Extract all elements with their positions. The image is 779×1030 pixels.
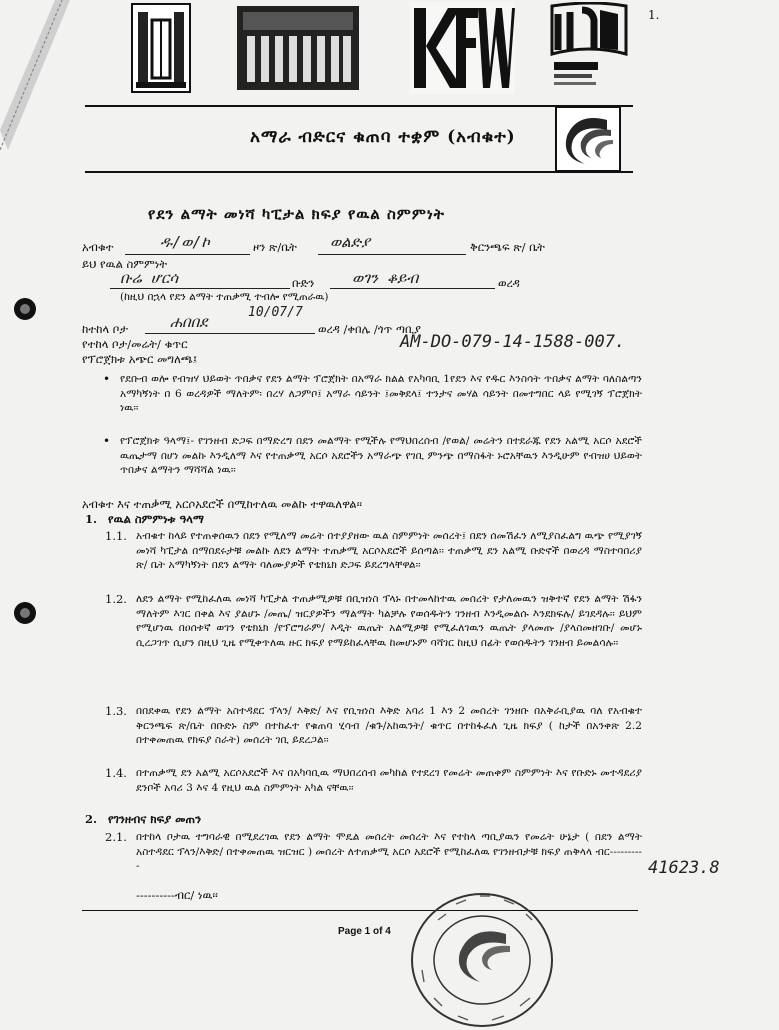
- branch-value: ዱ/ወ/ኮ: [160, 233, 210, 251]
- group-value: ቡሬ ሆርሳ: [120, 269, 179, 287]
- page-number: Page 1 of 4: [338, 926, 391, 937]
- clause-number: 1.4.: [105, 766, 127, 780]
- acsi-swirl-logo: [555, 106, 621, 172]
- underline: [145, 333, 315, 334]
- scan-edge-artifact: [0, 0, 70, 150]
- planting-site-value: ሐበበደ: [170, 313, 208, 331]
- organization-name: አማራ ብድርና ቁጠባ ተቋም (አብቁተ): [250, 127, 516, 147]
- corner-mark: 1.: [648, 8, 660, 22]
- clause-text-1-4: በተጠቃሚ ደን አልሚ አርሶአደሮች እና በአካባቢዉ ማህበረሰብ መካከል የተደረገ የመሬት መጠቀም ስምምነት እና የቡድኑ መተዳደሪያ ደንቦች አባሪ 3 እና 4 የዚህ ዉል ስምምነት አካል ናቸዉ፡፡: [136, 767, 642, 794]
- german-cooperation-logo: [548, 2, 630, 94]
- underline: [125, 254, 250, 255]
- sub-branch-label: ቅርንጫፍ ጽ/ ቤት: [470, 240, 545, 254]
- acsi-emblem-logo: [130, 2, 192, 94]
- clause-text-1-2: ለደን ልማት የሚከፈለዉ መነሻ ካፒታል ተጠቃሚዎቹ በቢዝነስ ፕላኑ በተመላከተዉ መሰረት የታለመዉን ዝቅተኛ የደን ልማት ሽፋን ማለትም እገር በቀል እና ያልሆኑ /መጤ/ ዝርያዎችን ማልማት ካልቻሉ የወሰዱትን ገንዘብ እንዲመልሱ እንደክፍሉ/ ይገደዳሉ፡፡ ይህም የሚሆነዉ በዐሰቱኛ ወገን የቴክኒክ /የፕሮግራም/ እዲት ዉጤት አልሚዎቹ የሚፈለገዉን ዉጤት ያላመጡ /ያላስመዘገቡ/ መሆኑ ሲረጋገጥ ሲሆን በዚህ ጊዜ የሚቀጥለዉ ዙር ክፍያ የማይከፈላቸዉ ከመሆኑም ባሻገር ከዚህ በፊት የወሰዱትን ገንዘብ ይመልሳሉ፡፡: [136, 593, 642, 649]
- section-heading: የገንዘብና ክፍያ መጠን: [108, 812, 202, 826]
- underline: [330, 288, 495, 289]
- project-summary-label: የፕሮጀክቱ አጭር መግለጫ፤: [82, 352, 198, 366]
- agreement-label: ይህ የዉል ስምምነት: [82, 257, 168, 271]
- clause-text-2-1: በተከላ ቦታዉ ተግባራዊ በሚደረገዉ የደን ልማት ሞዴል መሰረት መሰረት እና የተከላ ጣቢያዉን የመሬት ሁኔታ ( በደን ልማት አስተዳደር ፕላን/እቅድ/ በተቀመጠዉ ዝርዝር ) መሰረት ለተጠቃሚ አርሶ አደሮች የሚከፈለዉ የገንዘብታቹ ክፍያ ጠቅላላ ብር----------: [136, 831, 642, 873]
- building-logo: [237, 2, 359, 94]
- underline: [110, 288, 290, 289]
- section-number: 2.: [85, 812, 98, 826]
- underline: [318, 254, 466, 255]
- zone-office-value: ወልድያ: [330, 233, 371, 251]
- clause-text-1-1: አብቁተ ከላይ የተጠቀሰዉን በደን የሚለማ መሬት በተያያዘው ዉል ስምምነት መሰረት፤ በደን ሰመሽፈን ለሚያስፈልግ ዉጭ የሚያገኝ መነሻ ካፒታል በማበደሩታቹ መልኩ ለደን ልማት ተጠቃሚ አርሶአደሮች ይሰጣል፡፡ ተጠቃሚ ደን አልሚ ቡድኖች በወረዳ ማስተባበሪያ ጽ/ ቤት አማካኝነት በደን ልማት ባለሙያዎች የቴክኒክ ድጋፍ ይደረግላቸዋል፡፡: [136, 530, 642, 572]
- branch-label: አብቁተ: [82, 240, 114, 254]
- company-seal-stamp: [408, 890, 556, 1030]
- punch-hole-top: [14, 298, 36, 320]
- section-heading: የዉል ስምምነቱ ዓላማ: [108, 512, 204, 526]
- header-divider-bottom: [85, 171, 633, 173]
- clause-text-1-3: በበደቀዉ የደን ልማት አስተዳደር ፕላን/ እቅድ/ እና የቢዝነስ እቅድ አባሪ 1 እን 2 መሰረት ገንዘቡ በአቅራቢያዉ ባለ የአብቁተ ቅርንጫፍ ጽ/ቤት በቡድኑ ስም በተከፈተ የቁጠባ ሂሳብ /ቁጉ/አከዉንት/ ቁጥር በተከፋፈለ ጊዜ ክፍያ ( ከታች በአንቀጽ 2.2 በተቀመጠዉ የክፍያ ስራት) መሰረት ገቢ ይደረጋል፡፡: [136, 705, 642, 747]
- beneficiary-note: (ከዚህ በኋላ የደን ልማት ተጠቃሚ ተብሎ የሚጠራዉ): [120, 291, 329, 303]
- clause-number: 1.3.: [105, 704, 127, 718]
- section-number: 1.: [85, 512, 98, 526]
- zone-office-label: ዞን ጽ/ቤት: [253, 240, 297, 254]
- bullet-text-1: የደቡብ ወሎ የብዝሃ ህይወት ጥበቃና የደን ልማት ፕሮጀክት በአማራ ክልል የአካባቢ 1የደን እና የዱር እንስሳት ጥበቃና ልማት ባለስልጣን አማካኝነት በ 6 ወረዳዎች ማለትም፡ በረሃ ለጋምቦ፤ አማራ ሳይንት ፤መቅደላ፤ ተንታና መሃል ሳይንት በመተግበር ላይ የሚገኝ ፕሮጀክት ነዉ፡፡: [120, 373, 642, 415]
- kfw-logo: [410, 2, 515, 94]
- site-number-value: AM-DO-079-14-1588-007.: [400, 332, 626, 352]
- bullet-dot: •: [103, 372, 111, 386]
- clause-number: 1.1.: [105, 529, 127, 543]
- group-label: ቡድን: [292, 276, 315, 290]
- punch-hole-bottom: [14, 602, 36, 624]
- planting-site-label: ከተከላ ቦታ: [82, 322, 128, 336]
- kebele-label: ወረዳ /ቀበሌ /ጎጥ ጣቢያ: [318, 322, 421, 336]
- clause-number: 2.1.: [105, 830, 127, 844]
- planting-date-value: 10/07/7: [248, 305, 303, 320]
- header-divider-top: [85, 105, 633, 107]
- document-title: የደን ልማት መነሻ ካፒታል ክፍያ የዉል ስምምነት: [148, 205, 445, 223]
- handwritten-amount: 41623.8: [648, 858, 720, 878]
- bullet-text-2: የፕሮጀክቱ ዓላማ፤- የገንዘብ ድጋፍ በማድረግ በደን መልማት የሚችሉ የማህበረሰብ /የወል/ መሬትን በተደራጁ የደን አልሚ አርሶ አደሮች ዉጤታማ በሆነ መልኩ እንዲለማ እና የተጠቃሚ አርሶ አደሮችን አማራጭ የገቢ ምንጭ በማስፋት ኑሮአቸዉን እንዲሁም የብዝሀ ህይወት ጥበቃና ልማትን ማሻሻል ነዉ፡፡: [120, 435, 642, 477]
- clause-text-2-1-end: ----------ብር/ ነዉ፡፡: [136, 888, 218, 902]
- clause-number: 1.2.: [105, 592, 127, 606]
- site-number-label: የተከላ ቦታ/መሬት/ ቁጥር: [82, 337, 188, 351]
- intro-line: አብቁተ እና ተጠቃሚ አርሶአደሮች በሚከተለዉ መልኩ ተዋዉለዋል፡፡: [82, 497, 363, 511]
- woreda-label: ወረዳ: [498, 276, 520, 290]
- bullet-dot: •: [103, 434, 111, 448]
- woreda-value: ወገን ቆይብ: [352, 269, 419, 287]
